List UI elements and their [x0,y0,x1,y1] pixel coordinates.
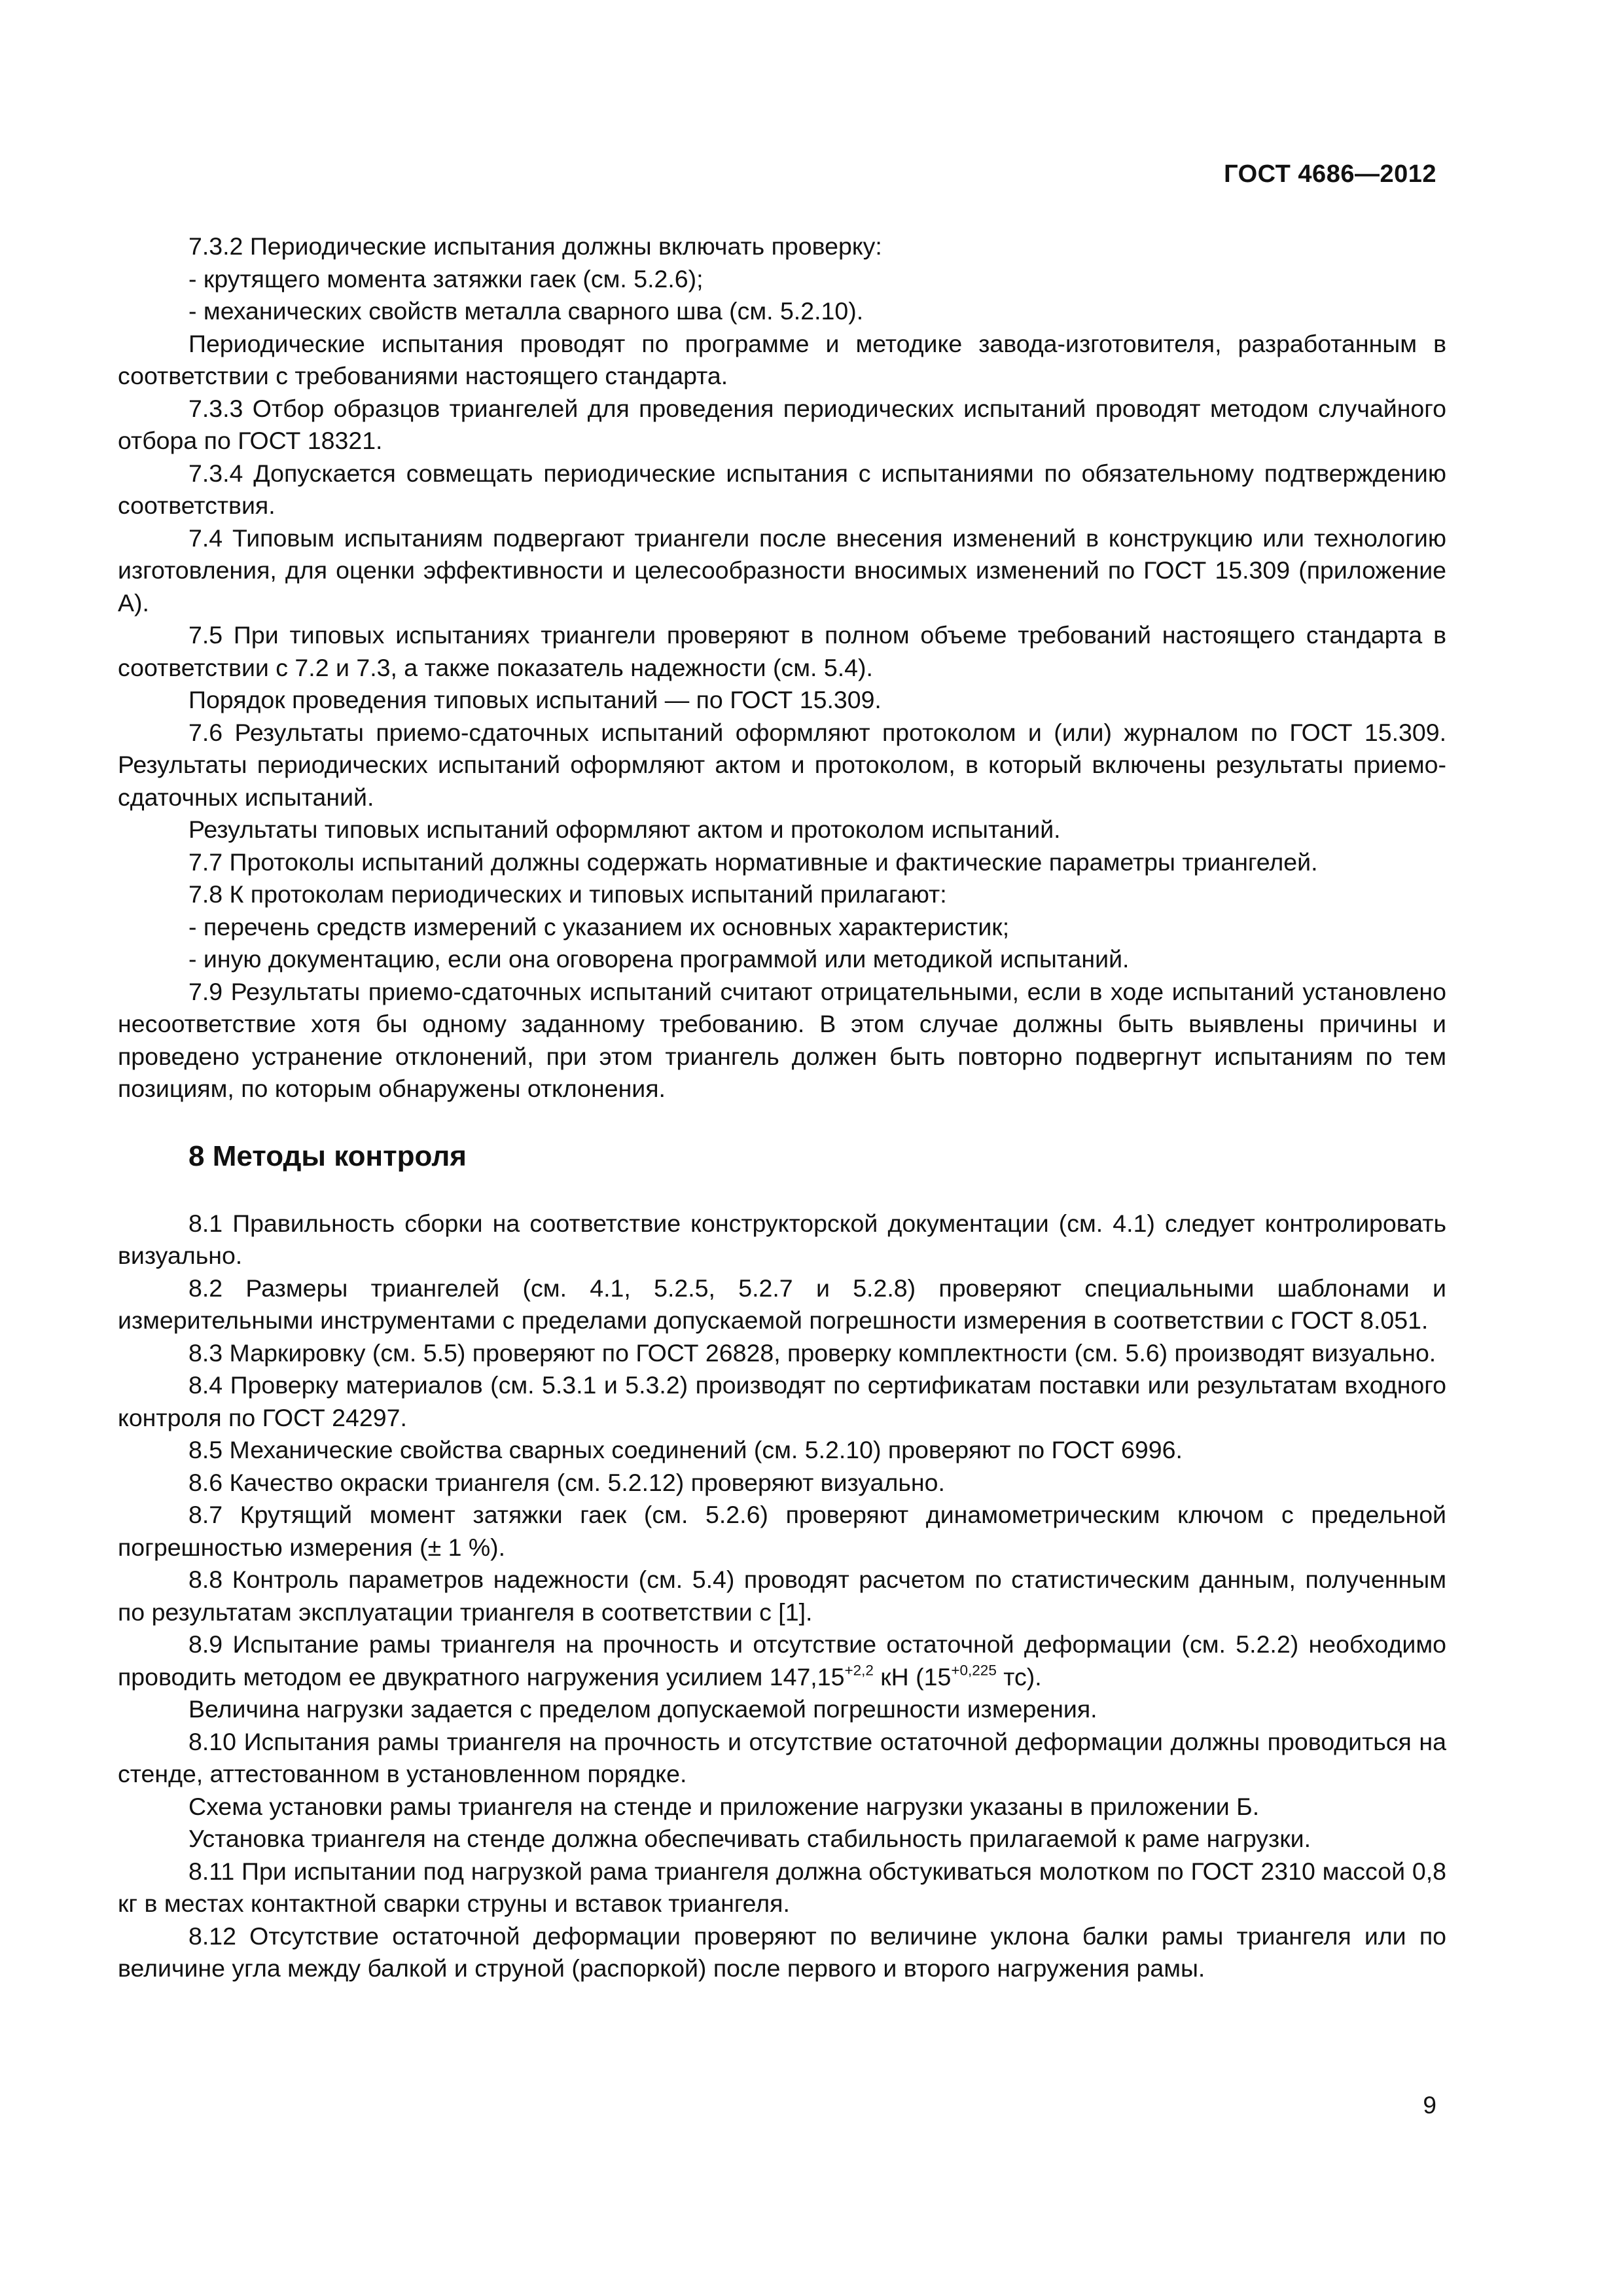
list-item: - перечень средств измерений с указанием их основных характеристик; [188,912,1010,941]
paragraph-7-6: 7.6 Результаты приемо-сдаточных испытаний оформляют протоколом и (или) журналом по ГОСТ 15.309. Результаты периодических испытаний оформляют актом и протоколом, в который включены результаты приемо-сдаточных испытаний. [118,718,1446,811]
list-item: - иную документацию, если она оговорена программой или методикой испытаний. [188,945,1130,973]
p89-text-2: кН (15 [873,1662,952,1691]
paragraph-8-5: 8.5 Механические свойства сварных соединений (см. 5.2.10) проверяют по ГОСТ 6996. [188,1436,1183,1463]
paragraph-7-9: 7.9 Результаты приемо-сдаточных испытаний считают отрицательными, если в ходе испытаний установлено несоответствие хотя бы одному заданному требованию. В этом случае должны быть выявлены причины и проведено устранение отклонений, при этом триангель должен быть повторно подвергнут испытаниям по тем позициям, по которым обнаружены отклонения. [118,977,1446,1102]
paragraph-8-11: 8.11 При испытании под нагрузкой рама триангеля должна обстукиваться молотком по ГОСТ 2310 массой 0,8 кг в местах контактной сварки струны и вставок триангеля. [118,1857,1446,1917]
paragraph: Схема установки рамы триангеля на стенде и приложение нагрузки указаны в приложении Б. [188,1792,1260,1820]
paragraph: Результаты типовых испытаний оформляют актом и протоколом испытаний. [188,816,1061,843]
p89-text-1: 8.9 Испытание рамы триангеля на прочность и отсутствие остаточной деформации (см. 5.2.2) необходимо проводить методом ее двукратного нагружения усилием 147,15 [118,1630,1446,1691]
paragraph-7-8: 7.8 К протоколам периодических и типовых испытаний прилагают: [188,880,947,908]
document-body [118,230,1446,1985]
paragraph: Величина нагрузки задается с пределом допускаемой погрешности измерения. [188,1695,1097,1723]
paragraph-7-4: 7.4 Типовым испытаниям подвергают триангели после внесения изменений в конструкцию или технологию изготовления, для оценки эффективности и целесообразности вносимых изменений по ГОСТ 15.309 (приложение А). [118,524,1446,617]
p89-superscript-1: +2,2 [844,1661,874,1678]
paragraph-8-3: 8.3 Маркировку (см. 5.5) проверяют по ГОСТ 26828, проверку комплектности (см. 5.6) производят визуально. [188,1338,1436,1367]
paragraph-8-2: 8.2 Размеры триангелей (см. 4.1, 5.2.5, 5.2.7 и 5.2.8) проверяют специальными шаблонами и измерительными инструментами с пределами допускаемой погрешности измерения в соответствии с ГОСТ 8.051. [118,1274,1446,1334]
document-header: ГОСТ 4686—2012 [1224,160,1436,188]
list-item: - крутящего момента затяжки гаек (см. 5.2.6); [188,264,704,293]
list-item: - механических свойств металла сварного шва (см. 5.2.10). [188,297,864,325]
paragraph-8-12: 8.12 Отсутствие остаточной деформации проверяют по величине уклона балки рамы триангеля или по величине угла между балкой и струной (распоркой) после первого и второго нагружения рамы. [118,1922,1446,1982]
paragraph-7-5: 7.5 При типовых испытаниях триангели проверяют в полном объеме требований настоящего стандарта в соответствии с 7.2 и 7.3, а также показатель надежности (см. 5.4). [118,621,1446,681]
paragraph-8-1: 8.1 Правильность сборки на соответствие конструкторской документации (см. 4.1) следует контролировать визуально. [118,1209,1446,1269]
paragraph-7-3-4: 7.3.4 Допускается совмещать периодические испытания с испытаниями по обязательному подтверждению соответствия. [118,459,1446,519]
page-number: 9 [1423,2092,1436,2119]
paragraph-8-4: 8.4 Проверку материалов (см. 5.3.1 и 5.3.2) производят по сертификатам поставки или результатам входного контроля по ГОСТ 24297. [118,1371,1446,1431]
paragraph-7-3-3: 7.3.3 Отбор образцов триангелей для проведения периодических испытаний проводят методом случайного отбора по ГОСТ 18321. [118,394,1446,454]
paragraph-8-7: 8.7 Крутящий момент затяжки гаек (см. 5.2.6) проверяют динамометрическим ключом с предельной погрешностью измерения (± 1 %). [118,1501,1446,1561]
paragraph: Периодические испытания проводят по программе и методике завода-изготовителя, разработанным в соответствии с требованиями настоящего стандарта. [118,329,1446,389]
paragraph: Порядок проведения типовых испытаний — по ГОСТ 15.309. [188,686,882,713]
section-title: 8 Методы контроля [188,1139,467,1172]
p89-superscript-2: +0,225 [951,1661,997,1678]
paragraph-8-8: 8.8 Контроль параметров надежности (см. 5.4) проводят расчетом по статистическим данным, полученным по результатам эксплуатации триангеля в соответствии с [1]. [118,1566,1446,1626]
paragraph-8-9 [118,1628,1446,1693]
paragraph-7-3-2: 7.3.2 Периодические испытания должны включать проверку: [188,232,882,260]
p89-text-3: тс). [996,1662,1042,1691]
paragraph-8-6: 8.6 Качество окраски триангеля (см. 5.2.12) проверяют визуально. [188,1468,945,1496]
paragraph-8-10: 8.10 Испытания рамы триангеля на прочность и отсутствие остаточной деформации должны проводиться на стенде, аттестованном в установленном порядке. [118,1727,1446,1787]
paragraph: Установка триангеля на стенде должна обеспечивать стабильность прилагаемой к раме нагрузки. [188,1825,1311,1852]
paragraph-7-7: 7.7 Протоколы испытаний должны содержать нормативные и фактические параметры триангелей. [188,848,1318,876]
